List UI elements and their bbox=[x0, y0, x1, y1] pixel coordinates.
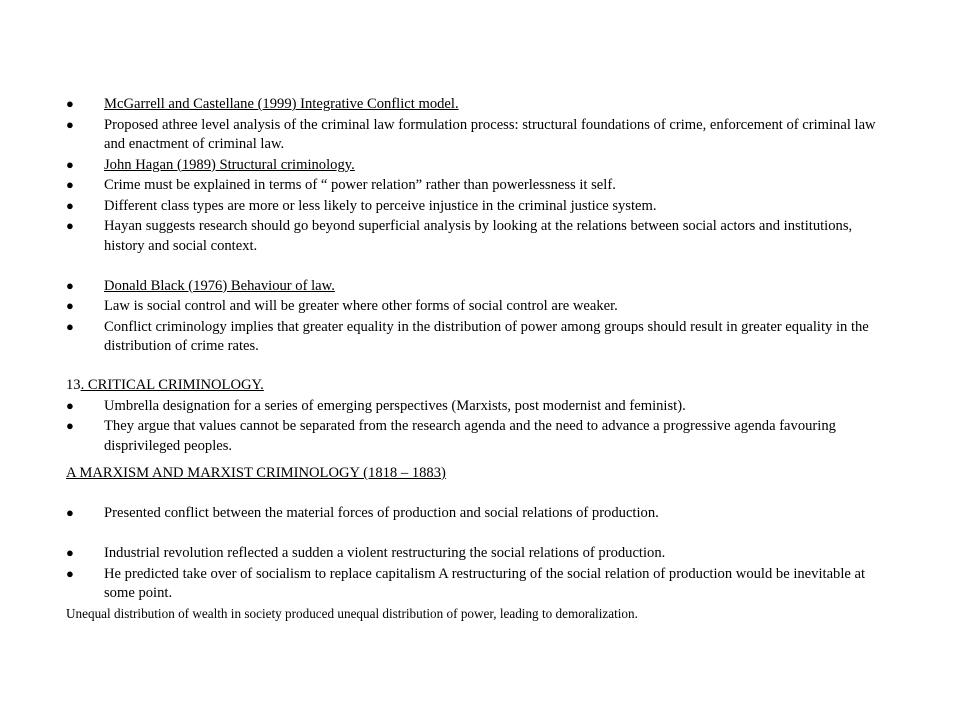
bullet-icon: ● bbox=[66, 397, 74, 413]
bullet-icon: ● bbox=[66, 565, 74, 581]
bullet-text: Industrial revolution reflected a sudden a violent restructuring the social relations of production. bbox=[104, 545, 666, 561]
bullet-icon: ● bbox=[66, 218, 74, 233]
bullet-text: Different class types are more or less likely to perceive injustice in the criminal justice system. bbox=[104, 197, 657, 214]
bullet-icon: ● bbox=[66, 177, 74, 192]
bullet-icon: ● bbox=[66, 277, 74, 293]
heading-number: 13 bbox=[66, 377, 81, 393]
section-title: McGarrell and Castellane (1999) Integrative Conflict model. bbox=[104, 96, 459, 112]
bullet-icon: ● bbox=[66, 197, 74, 213]
bullet-item bbox=[66, 175, 890, 196]
blank-line bbox=[66, 357, 890, 377]
bullet-icon: ● bbox=[66, 418, 74, 433]
bullet-item bbox=[66, 94, 890, 115]
bullet-text: Law is social control and will be greater where other forms of social control are weaker. bbox=[104, 298, 618, 314]
document-body bbox=[66, 94, 890, 624]
bullet-icon: ● bbox=[66, 545, 74, 560]
section-title: Donald Black (1976) Behaviour of law. bbox=[104, 277, 335, 294]
bullet-text: Conflict criminology implies that greater equality in the distribution of power among groups should result in greater equality in the distribution of crime rates. bbox=[104, 318, 869, 354]
bullet-item bbox=[66, 115, 890, 155]
numbered-heading bbox=[66, 376, 890, 396]
heading-text: . CRITICAL CRIMINOLOGY. bbox=[80, 377, 264, 393]
blank-line bbox=[66, 256, 890, 276]
bullet-item bbox=[66, 216, 890, 256]
bullet-item bbox=[66, 155, 890, 176]
blank-line bbox=[66, 484, 890, 504]
bullet-text: Umbrella designation for a series of emerging perspectives (Marxists, post modernist and feminist). bbox=[104, 397, 686, 414]
bullet-item bbox=[66, 503, 890, 524]
bullet-item bbox=[66, 543, 890, 564]
bullet-item bbox=[66, 396, 890, 417]
bullet-item bbox=[66, 416, 890, 456]
bullet-text: Hayan suggests research should go beyond superficial analysis by looking at the relations between social actors and institutions, history and social context. bbox=[104, 218, 853, 254]
bullet-icon: ● bbox=[66, 318, 74, 334]
blank-line bbox=[66, 524, 890, 544]
bullet-text: He predicted take over of socialism to replace capitalism A restructuring of the social relation of production would be inevitable at some point. bbox=[104, 565, 866, 601]
bullet-icon: ● bbox=[66, 116, 74, 132]
bullet-item bbox=[66, 317, 890, 357]
bullet-icon: ● bbox=[66, 156, 74, 172]
bullet-item bbox=[66, 564, 890, 604]
bullet-text: Crime must be explained in terms of “ power relation” rather than powerlessness it self. bbox=[104, 177, 616, 193]
bullet-icon: ● bbox=[66, 96, 74, 111]
bullet-text: They argue that values cannot be separated from the research agenda and the need to advance a progressive agenda favouring disprivileged peoples. bbox=[104, 418, 836, 454]
spacer bbox=[66, 456, 890, 464]
section-title: John Hagan (1989) Structural criminology. bbox=[104, 156, 355, 173]
bullet-item bbox=[66, 296, 890, 317]
bullet-item bbox=[66, 276, 890, 297]
section-heading: A MARXISM AND MARXIST CRIMINOLOGY (1818 – 1883) bbox=[66, 465, 446, 481]
paragraph-text: Unequal distribution of wealth in society produced unequal distribution of power, leading to demoralization. bbox=[66, 605, 638, 621]
bullet-text: Presented conflict between the material forces of production and social relations of production. bbox=[104, 505, 659, 521]
bullet-icon: ● bbox=[66, 298, 74, 313]
bullet-icon: ● bbox=[66, 505, 74, 520]
bullet-item bbox=[66, 196, 890, 217]
bullet-text: Proposed athree level analysis of the criminal law formulation process: structural foundations of crime, enforcement of criminal law and enactment of criminal law. bbox=[104, 116, 876, 152]
